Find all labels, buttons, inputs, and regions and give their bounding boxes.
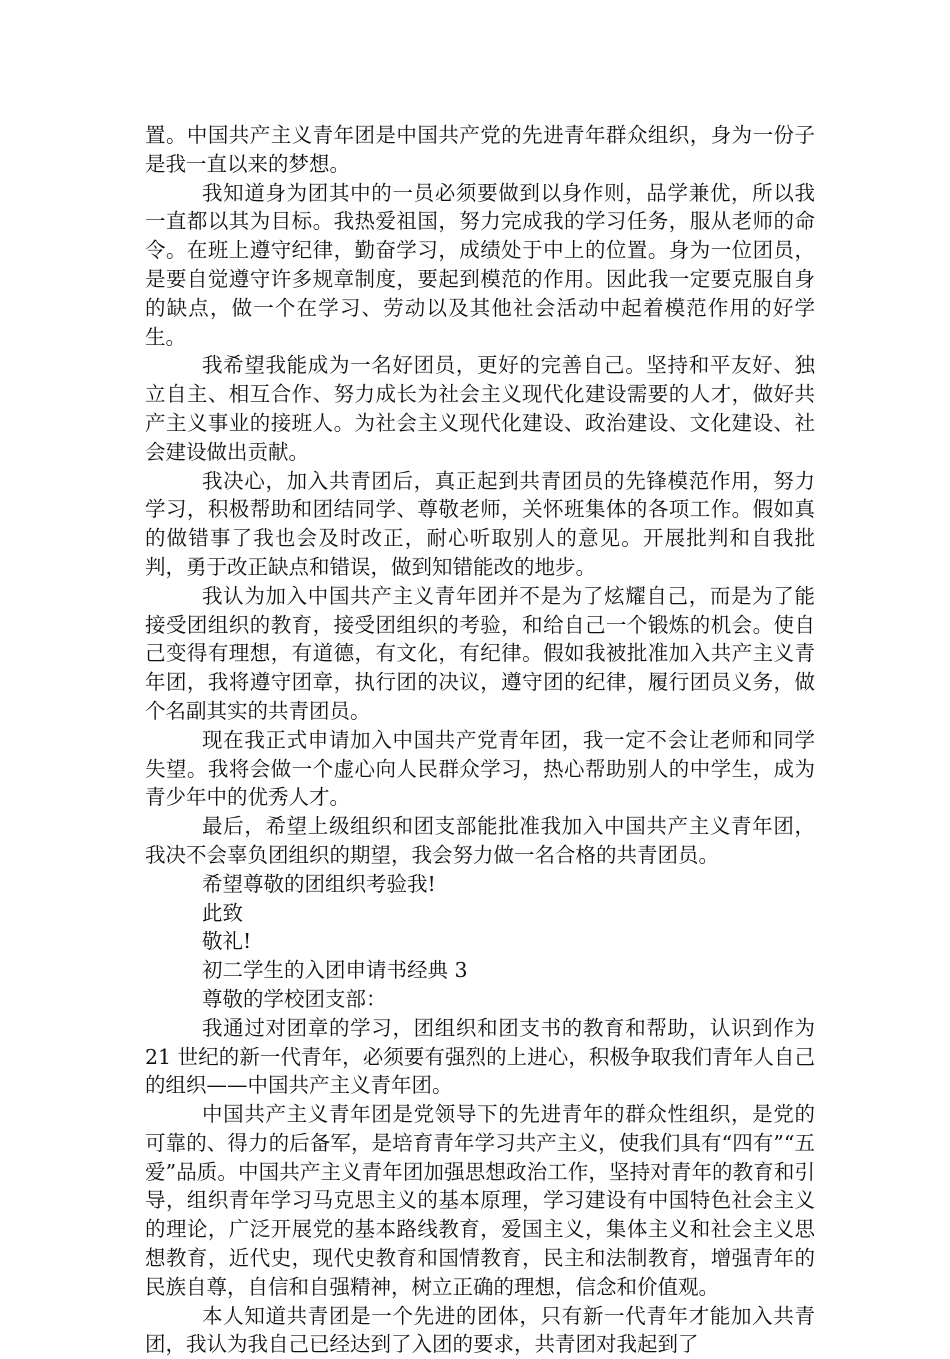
closing-line: 希望尊敬的团组织考验我!: [202, 871, 436, 896]
paragraph: 本人知道共青团是一个先进的团体，只有新一代青年才能加入共青团，我认为我自己已经达到了入团的要求，共青团对我起到了: [145, 1303, 815, 1357]
paragraph: 置。中国共产主义青年团是中国共产党的先进青年群众组织，身为一份子是我一直以来的梦想。: [145, 123, 815, 176]
salutation-line: 敬礼!: [202, 929, 252, 954]
greeting-line: 尊敬的学校团支部：: [202, 986, 387, 1011]
paragraph: 中国共产主义青年团是党领导下的先进青年的群众性组织，是党的可靠的、得力的后备军，是培育青年学习共产主义，使我们具有“四有”“五爱”品质。中国共产主义青年团加强思想政治工作，坚持对青年的教育和引导，组织青年学习马克思主义的基本原理，学习建设有中国特色社会主义的理论，广泛开展党的基本路线教育，爱国主义，集体主义和社会主义思想教育，近代史，现代史教育和国情教育，民主和法制教育，增强青年的民族自尊，自信和自强精神，树立正确的理想，信念和价值观。: [145, 1102, 815, 1299]
paragraph: 现在我正式申请加入中国共产党青年团，我一定不会让老师和同学失望。我将会做一个虚心向人民群众学习，热心帮助别人的中学生，成为青少年中的优秀人才。: [145, 727, 815, 810]
paragraph: 我知道身为团其中的一员必须要做到以身作则，品学兼优，所以我一直都以其为目标。我热爱祖国，努力完成我的学习任务，服从老师的命令。在班上遵守纪律，勤奋学习，成绩处于中上的位置。身为一位团员，是要自觉遵守许多规章制度，要起到模范的作用。因此我一定要克服自身的缺点，做一个在学习、劳动以及其他社会活动中起着模范作用的好学生。: [145, 180, 815, 349]
document-body: [145, 121, 815, 1359]
paragraph: 我通过对团章的学习，团组织和团支书的教育和帮助，认识到作为 21 世纪的新一代青年，必须要有强烈的上进心，积极争取我们青年人自己的组织——中国共产主义青年团。: [145, 1015, 815, 1098]
section-title: 初二学生的入团申请书经典 3: [202, 958, 468, 983]
paragraph: 最后，希望上级组织和团支部能批准我加入中国共产主义青年团，我决不会辜负团组织的期望，我会努力做一名合格的共青团员。: [145, 814, 815, 867]
salutation-line: 此致: [202, 900, 243, 925]
paragraph: 我决心，加入共青团后，真正起到共青团员的先锋模范作用，努力学习，积极帮助和团结同学、尊敬老师，关怀班集体的各项工作。假如真的做错事了我也会及时改正，耐心听取别人的意见。开展批判和自我批判，勇于改正缺点和错误，做到知错能改的地步。: [145, 468, 815, 579]
paragraph: 我希望我能成为一名好团员，更好的完善自己。坚持和平友好、独立自主、相互合作、努力成长为社会主义现代化建设需要的人才，做好共产主义事业的接班人。为社会主义现代化建设、政治建设、文化建设、社会建设做出贡献。: [145, 353, 815, 464]
paragraph: 我认为加入中国共产主义青年团并不是为了炫耀自己，而是为了能接受团组织的教育，接受团组织的考验，和给自己一个锻炼的机会。使自己变得有理想，有道德，有文化，有纪律。假如我被批准加入共产主义青年团，我将遵守团章，执行团的决议，遵守团的纪律，履行团员义务，做个名副其实的共青团员。: [145, 583, 815, 723]
